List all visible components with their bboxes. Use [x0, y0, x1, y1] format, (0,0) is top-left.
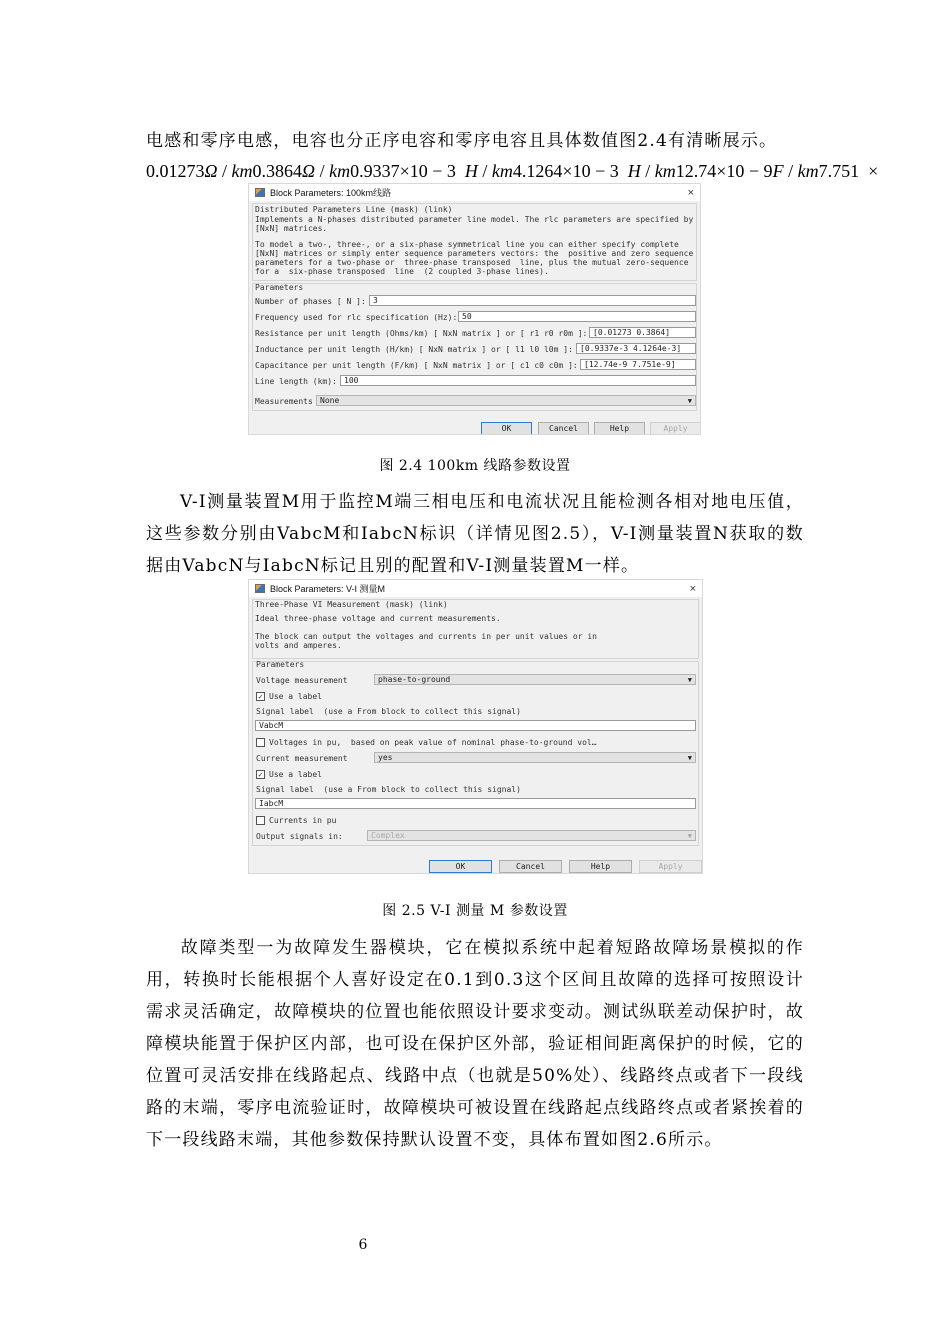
currents-pu-text: Currents in pu: [269, 816, 337, 825]
inductance-input[interactable]: [0.9337e-3 4.1264e-3]: [576, 343, 696, 354]
cancel-button[interactable]: Cancel: [538, 422, 589, 435]
output-signals-label: Output signals in:: [256, 832, 343, 841]
figure-caption-2-5: 图 2.5 V-I 测量 M 参数设置: [382, 903, 568, 919]
vi-measurement-dialog: [248, 579, 703, 874]
help-button[interactable]: Help: [594, 422, 645, 435]
description-text-2: The block can output the voltages and currents in per unit values or in volts and amperes.: [255, 632, 597, 650]
formula-line: 0.01273Ω / km0.3864Ω / km0.9337×10 − 3 H / km4.1264×10 − 3 H / km12.74×10 − 9F / km7.751 ×: [146, 161, 879, 181]
voltages-pu-checkbox[interactable]: [256, 738, 265, 747]
signal-label-input-2[interactable]: IabcM: [255, 798, 696, 809]
description-text-2: To model a two-, three-, or a six-phase symmetrical line you can either specify complete [NxN] matrices or simply enter sequence parameters vectors: the positive and zero sequence parameters for a two-phase or three-phase transposed line, plus the mutual zero-sequence for a six-phase transposed line (2 coupled 3-phase lines).: [255, 240, 694, 276]
paragraph-2: V-I测量装置M用于监控M端三相电压和电流状况且能检测各相对地电压值，这些参数分别由VabcM和IabcN标识（详情见图2.5），V-I测量装置N获取的数据由VabcN与IabcN标记且别的配置和V-I测量装置M一样。: [146, 492, 804, 576]
capacitance-label: Capacitance per unit length (F/km) [ NxN matrix ] or [ c1 c0 c0m ]:: [255, 361, 578, 370]
section-title: Three-Phase VI Measurement (mask) (link): [255, 600, 448, 609]
simulink-block-icon: [255, 584, 265, 593]
apply-button[interactable]: Apply: [650, 422, 701, 435]
ok-button[interactable]: OK: [429, 860, 492, 873]
chevron-down-icon: ▼: [687, 397, 692, 405]
close-icon[interactable]: ×: [687, 186, 694, 199]
dialog-titlebar: [249, 184, 700, 201]
length-input[interactable]: 100: [340, 375, 696, 386]
page-number: 6: [358, 1237, 368, 1253]
capacitance-input[interactable]: [12.74e-9 7.751e-9]: [580, 359, 696, 370]
dialog-title: Block Parameters: 100km线路: [270, 188, 392, 198]
use-label-checkbox-1[interactable]: ✓: [256, 692, 265, 701]
inductance-label: Inductance per unit length (H/km) [ NxN matrix ] or [ l1 l0 l0m ]:: [255, 345, 573, 354]
section-title: Distributed Parameters Line (mask) (link): [255, 205, 453, 214]
frequency-input[interactable]: 50: [458, 311, 696, 322]
description-text-1: Implements a N-phases distributed parameter line model. The rlc parameters are specified by [NxN] matrices.: [255, 215, 694, 233]
dialog-titlebar: [249, 580, 702, 597]
simulink-block-icon: [255, 188, 265, 197]
currents-pu-checkbox[interactable]: [256, 816, 265, 825]
parameters-header: Parameters: [255, 283, 304, 292]
resistance-label: Resistance per unit length (Ohms/km) [ NxN matrix ] or [ r1 r0 r0m ]:: [255, 329, 588, 338]
frequency-label: Frequency used for rlc specification (Hz):: [255, 313, 458, 322]
chevron-down-icon: ▼: [687, 676, 692, 684]
current-measurement-label: Current measurement: [256, 754, 348, 763]
measurements-label: Measurements: [255, 397, 313, 406]
figure-caption-2-4: 图 2.4 100km 线路参数设置: [379, 458, 571, 474]
close-icon[interactable]: ×: [689, 582, 696, 595]
phases-input[interactable]: 3: [369, 295, 696, 306]
chevron-down-icon: ▼: [687, 754, 692, 762]
voltages-pu-text: Voltages in pu, based on peak value of nominal phase-to-ground vol…: [269, 738, 597, 747]
chevron-down-icon: ▼: [687, 832, 692, 840]
cancel-button[interactable]: Cancel: [499, 860, 562, 873]
use-label-checkbox-2[interactable]: ✓: [256, 770, 265, 779]
parameters-header: Parameters: [256, 660, 305, 669]
signal-label-input-1[interactable]: VabcM: [255, 720, 696, 731]
ok-button[interactable]: OK: [481, 422, 532, 435]
help-button[interactable]: Help: [569, 860, 632, 873]
signal-label-caption-1: Signal label (use a From block to collect this signal): [256, 707, 521, 716]
description-text-1: Ideal three-phase voltage and current measurements.: [255, 614, 501, 623]
phases-label: Number of phases [ N ]:: [255, 297, 366, 306]
apply-button[interactable]: Apply: [639, 860, 702, 873]
voltage-measurement-label: Voltage measurement: [256, 676, 348, 685]
paragraph-3: 故障类型一为故障发生器模块，它在模拟系统中起着短路故障场景模拟的作用，转换时长能根据个人喜好设定在0.1到0.3这个区间且故障的选择可按照设计需求灵活确定，故障模块的位置也能依照设计要求变动。测试纵联差动保护时，故障模块能置于保护区内部，也可设在保护区外部，验证相间距离保护的时候，它的位置可灵活安排在线路起点、线路中点（也就是50%处）、线路终点或者下一段线路的末端，零序电流验证时，故障模块可被设置在线路起点线路终点或者紧挨着的下一段线路末端，其他参数保持默认设置不变，具体布置如图2.6所示。: [146, 938, 804, 1150]
line-params-dialog: [248, 183, 701, 435]
measurements-select[interactable]: None ▼: [316, 395, 696, 406]
current-measurement-select[interactable]: yes ▼: [374, 752, 696, 763]
use-label-text-1: Use a label: [269, 692, 322, 701]
dialog-title: Block Parameters: V-I 测量M: [270, 584, 386, 594]
use-label-text-2: Use a label: [269, 770, 322, 779]
paragraph-1: 电感和零序电感，电容也分正序电容和零序电容且具体数值图2.4有清晰展示。: [146, 131, 778, 151]
voltage-measurement-select[interactable]: phase-to-ground ▼: [374, 674, 696, 685]
resistance-input[interactable]: [0.01273 0.3864]: [589, 327, 696, 338]
output-signals-select[interactable]: Complex ▼: [367, 830, 696, 841]
length-label: Line length (km):: [255, 377, 337, 386]
signal-label-caption-2: Signal label (use a From block to collect this signal): [256, 785, 521, 794]
